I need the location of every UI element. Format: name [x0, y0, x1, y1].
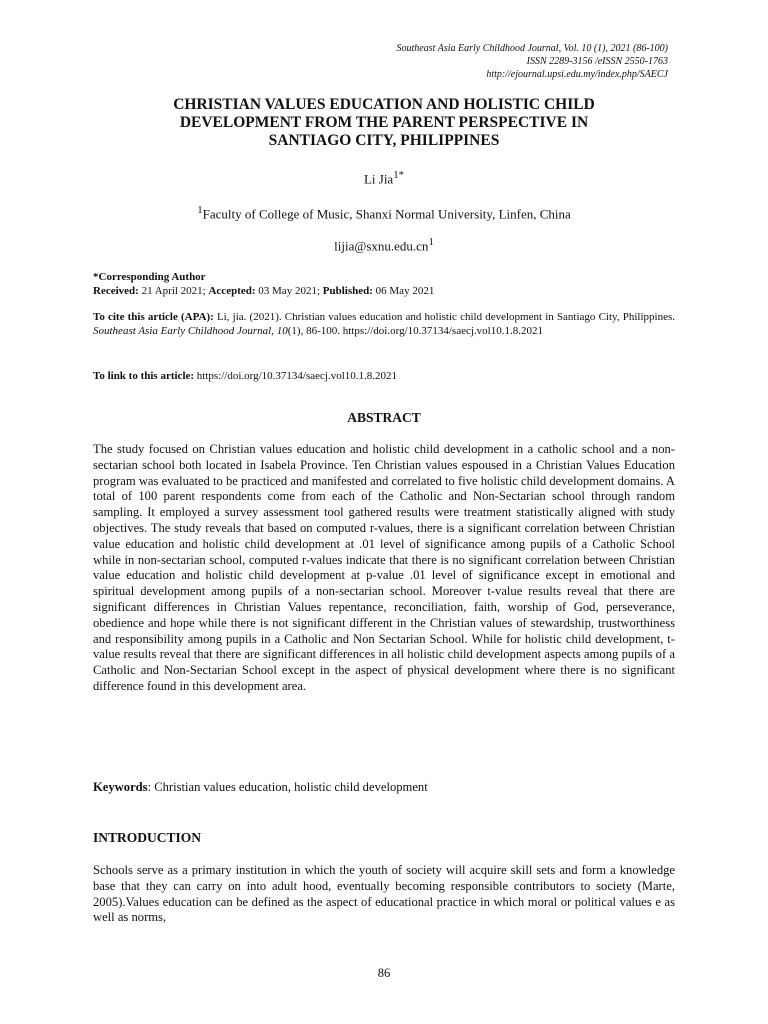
author: [93, 169, 675, 187]
link-label: To link to this article:: [93, 370, 195, 382]
abstract-text: The study focused on Christian values education and holistic child development in a catholic school and a non-sectarian school both located in Isabela Province. Ten Christian values espoused in a Christian Values Education program was evaluated to be practiced and manifested and correlated to five holistic child development domains. A total of 100 parent respondents come from each of the Catholic and Non-Sectarian school through random sampling. It employed a survey assessment tool gathered results were treatment statistically aligned with study objectives. The study reveals that based on computed r-values, there is a significant correlation between Christian value education and holistic child development at .01 level of significance among pupils of a Catholic School while in non-sectarian school, computed r-values indicate that there is no significant correlation between Christian value education and holistic child development at p-value .01 level of significance except in emotional and spiritual development among pupils of a non-sectarian school. Moreover t-value results reveal that there are significant differences in Christian Values repentance, reconciliation, faith, worship of God, perseverance, obedience and hope while there is not significant different in the Christian values of stewardship, trustworthiness and responsibility among pupils in a Catholic and Non Sectarian School. While for holistic child development, t-value results reveal that there are significant differences in all holistic child development aspects among pupils of a Catholic and Non-Sectarian School except in the aspect of physical development where there is no significant difference found in this development area.: [93, 442, 675, 693]
citation-rest: (1), 86-100. https://doi.org/10.37134/saecj.vol10.1.8.2021: [287, 325, 543, 337]
citation-sep: ,: [271, 325, 277, 337]
article-link: [93, 369, 675, 383]
accepted-date: 03 May 2021;: [255, 285, 323, 297]
affiliation: [93, 204, 675, 222]
title-line: DEVELOPMENT FROM THE PARENT PERSPECTIVE IN: [179, 114, 589, 131]
journal-url-line: http://ejournal.upsi.edu.my/index.php/SAECJ: [486, 69, 668, 80]
citation-volume: 10: [276, 325, 288, 337]
corresponding-author-note: *Corresponding Author: [93, 271, 206, 283]
received-date: 21 April 2021;: [138, 285, 209, 297]
keywords-label: Keywords: [93, 780, 148, 794]
author-sup: 1*: [393, 169, 405, 181]
link-url[interactable]: https://doi.org/10.37134/saecj.vol10.1.8.2021: [194, 370, 398, 382]
introduction-text: Schools serve as a primary institution in which the youth of society will acquire skill sets and form a knowledge base that they can carry on into adult hood, eventually becoming responsible contributors to society (Marte, 2005).Values education can be defined as the aspect of educational practice in which moral or political values e as well as norms,: [93, 863, 675, 925]
published-date: 06 May 2021: [372, 285, 435, 297]
journal-issn-line: ISSN 2289-3156 /eISSN 2550-1763: [526, 56, 668, 67]
email-text[interactable]: lijia@sxnu.edu.cn: [334, 238, 429, 254]
citation-journal: Southeast Asia Early Childhood Journal: [93, 325, 272, 337]
title-line: CHRISTIAN VALUES EDUCATION AND HOLISTIC CHILD: [173, 96, 595, 113]
affiliation-text: Faculty of College of Music, Shanxi Normal University, Linfen, China: [202, 206, 571, 222]
author-email: [93, 236, 675, 254]
keywords: [93, 780, 675, 795]
paper-title: [93, 96, 675, 150]
title-line: SANTIAGO CITY, PHILIPPINES: [268, 132, 500, 149]
email-sup: 1: [428, 236, 434, 248]
page-number: 86: [377, 966, 391, 980]
keywords-text: : Christian values education, holistic child development: [147, 780, 428, 794]
author-name: Li Jia: [363, 171, 394, 187]
received-label: Received:: [93, 285, 139, 297]
journal-citation-line: Southeast Asia Early Childhood Journal, Vol. 10 (1), 2021 (86-100): [396, 43, 668, 54]
citation-block: [93, 310, 675, 338]
journal-header: [397, 42, 668, 81]
abstract-heading: ABSTRACT: [347, 410, 421, 425]
citation-label: To cite this article (APA):: [93, 311, 214, 323]
citation-text: Li, jia. (2021). Christian values education and holistic child development in Santiago City, Philippines.: [213, 311, 675, 323]
published-label: Published:: [322, 285, 373, 297]
accepted-label: Accepted:: [208, 285, 256, 297]
introduction-heading: INTRODUCTION: [93, 830, 202, 845]
affiliation-sup: 1: [197, 204, 203, 216]
article-dates: [93, 284, 675, 298]
